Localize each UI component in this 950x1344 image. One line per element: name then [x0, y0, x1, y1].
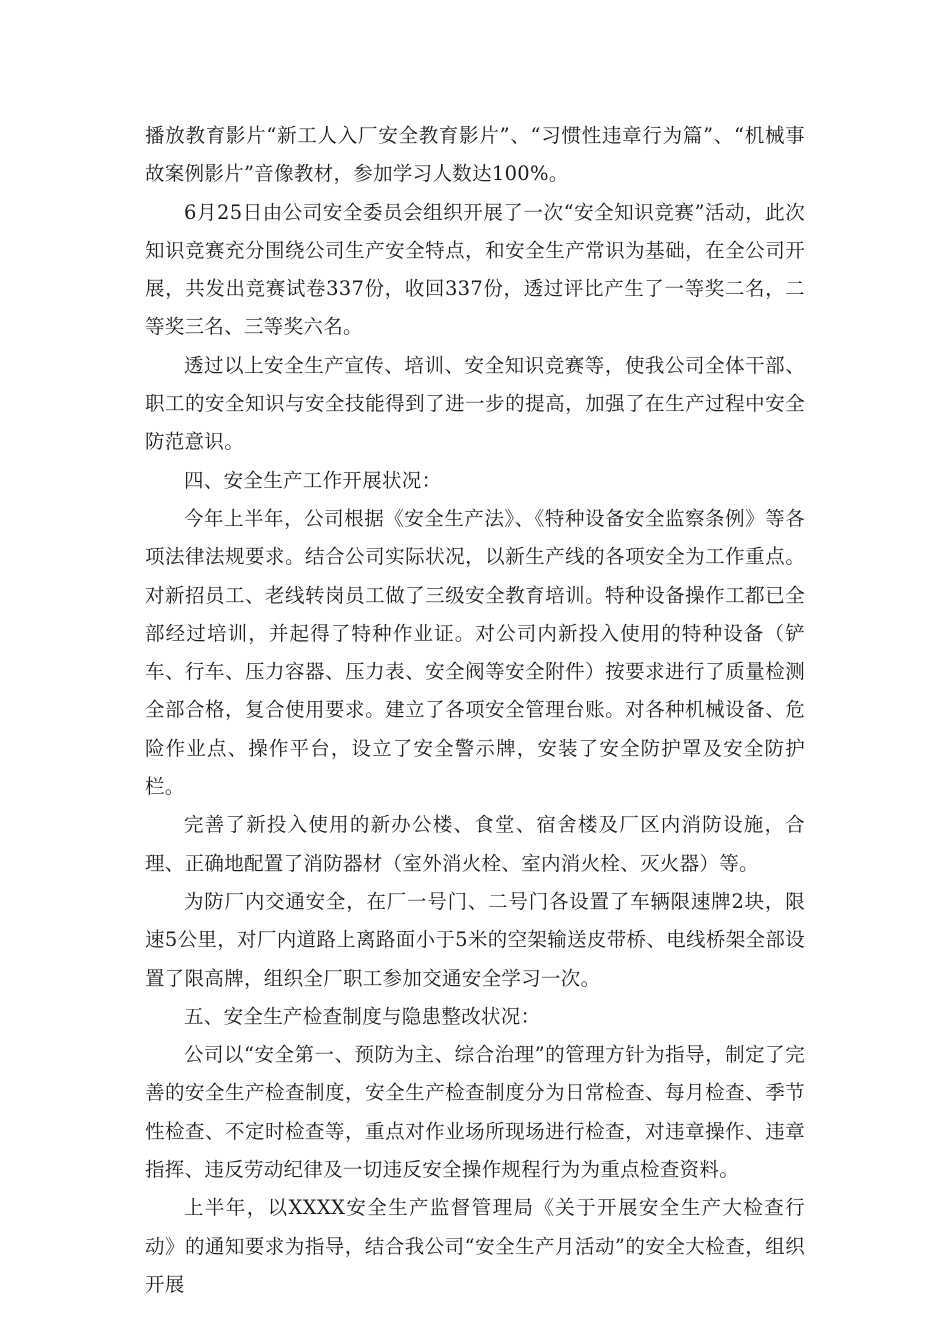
- paragraph-education-films: 播放教育影片“新工人入厂安全教育影片”、“习惯性违章行为篇”、“机械事故案例影片”音像教材，参加学习人数达100%。: [145, 124, 805, 186]
- paragraph-knowledge-contest: 6月25日由公司安全委员会组织开展了一次“安全知识竞赛”活动，此次知识竞赛充分围绕公司生产安全特点，和安全生产常识为基础，在全公司开展，共发出竞赛试卷337份，收回337份，透过评比产生了一等奖二名，二等奖三名、三等奖六名。: [145, 200, 805, 339]
- section-heading-5: 五、安全生产检查制度与隐患整改状况：: [184, 1004, 541, 1028]
- document-body: [145, 117, 805, 1304]
- paragraph-inspection-system: 公司以“安全第一、预防为主、综合治理”的管理方针为指导，制定了完善的安全生产检查制度，安全生产检查制度分为日常检查、每月检查、季节性检查、不定时检查等，重点对作业场所现场进行检查，对违章操作、违章指挥、违反劳动纪律及一切违反安全操作规程行为为重点检查资料。: [145, 1043, 805, 1182]
- section-heading-4: 四、安全生产工作开展状况：: [184, 468, 442, 492]
- paragraph-work-status: 今年上半年，公司根据《安全生产法》、《特种设备安全监察条例》等各项法律法规要求。结合公司实际状况，以新生产线的各项安全为工作重点。对新招员工、老线转岗员工做了三级安全教育培训。特种设备操作工都已全部经过培训，并起得了特种作业证。对公司内新投入使用的特种设备（铲车、行车、压力容器、压力表、安全阀等安全附件）按要求进行了质量检测全部合格，复合使用要求。建立了各项安全管理台账。对各种机械设备、危险作业点、操作平台，设立了安全警示牌，安装了安全防护罩及安全防护栏。: [145, 506, 805, 799]
- paragraph-half-year-inspection: 上半年，以XXXX安全生产监督管理局《关于开展安全生产大检查行动》的通知要求为指导，结合我公司“安全生产月活动”的安全大检查，组织开展: [145, 1196, 805, 1296]
- paragraph-fire-facilities: 完善了新投入使用的新办公楼、食堂、宿舍楼及厂区内消防设施，合理、正确地配置了消防器材（室外消火栓、室内消火栓、灭火器）等。: [145, 813, 805, 875]
- paragraph-training-results: 透过以上安全生产宣传、培训、安全知识竞赛等，使我公司全体干部、职工的安全知识与安全技能得到了进一步的提高，加强了在生产过程中安全防范意识。: [145, 353, 805, 454]
- paragraph-traffic-safety: 为防厂内交通安全，在厂一号门、二号门各设置了车辆限速牌2块，限速5公里，对厂内道路上离路面小于5米的空架输送皮带桥、电线桥架全部设置了限高牌，组织全厂职工参加交通安全学习一次。: [145, 889, 805, 990]
